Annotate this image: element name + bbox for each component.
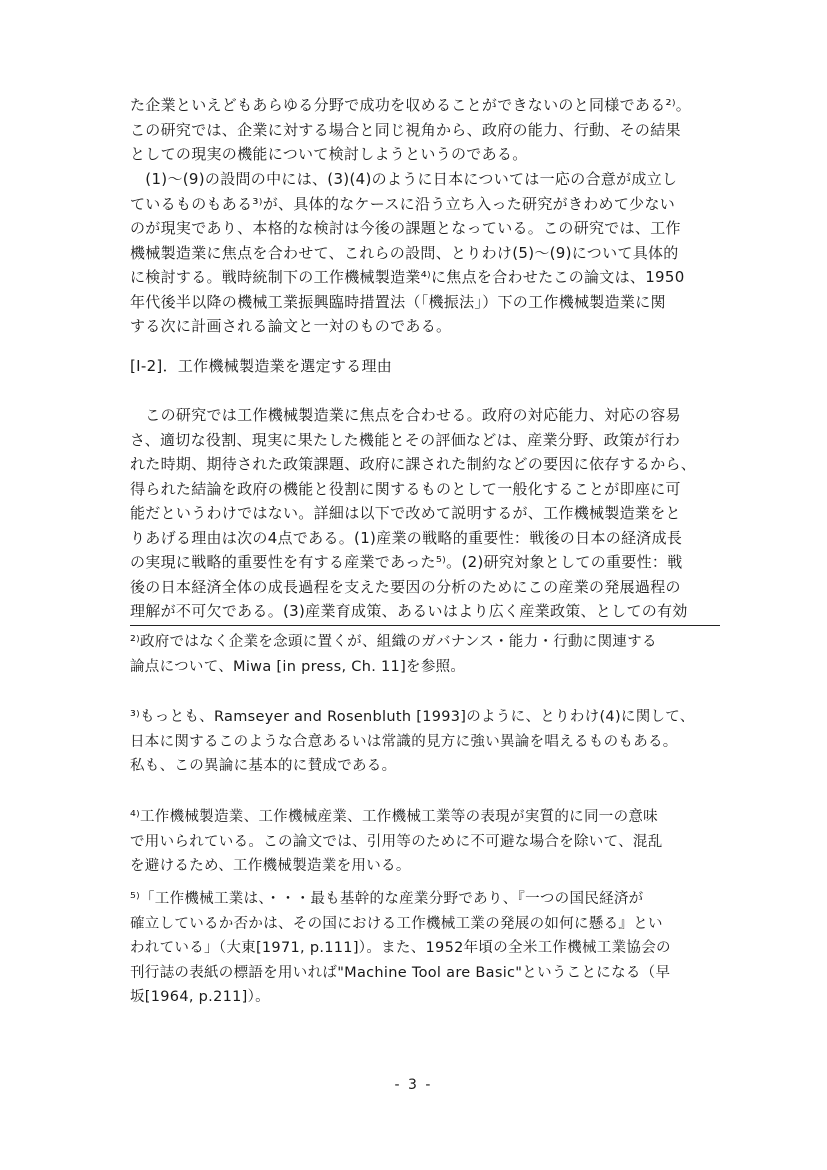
text-line: 後の日本経済全体の成長過程を支えた要因の分析のためにこの産業の発展過程の — [130, 577, 681, 596]
text-line: の実現に戦略的重要性を有する産業であった⁵⁾。(2)研究対象としての重要性：戦 — [130, 553, 683, 571]
text-line: 理解が不可欠である。(3)産業育成策、あるいはより広く産業政策、としての有効 — [130, 602, 688, 620]
text-line: この研究では、企業に対する場合と同じ視角から、政府の能力、行動、その結果 — [130, 120, 681, 139]
paragraph-selection-reasons — [130, 403, 726, 624]
paragraph-research-questions — [130, 167, 726, 339]
footnote-line: 坂[1964, p.211]）。 — [130, 989, 270, 1005]
footnote-3 — [130, 705, 726, 779]
text-line: この研究では工作機械製造業に焦点を合わせる。政府の対応能力、対応の容易 — [130, 406, 681, 424]
footnote-line: ²⁾政府ではなく企業を念頭に置くが、組織のガバナンス・能力・行動に関連する — [130, 634, 657, 650]
paragraph-continuation — [130, 93, 726, 167]
footnote-divider — [130, 625, 720, 626]
text-line: た企業といえどもあらゆる分野で成功を収めることができないのと同様である²⁾。 — [130, 96, 692, 114]
text-line: さ、適切な役割、現実に果たした機能とその評価などは、産業分野、政策が行わ — [130, 430, 681, 449]
footnote-line: ⁴⁾工作機械製造業、工作機械産業、工作機械工業等の表現が実質的に同一の意味 — [130, 809, 658, 825]
footnote-line: 刊行誌の表紙の標語を用いれば"Machine Tool are Basic"ということになる（早 — [130, 964, 671, 981]
footnote-line: を避けるため、工作機械製造業を用いる。 — [130, 858, 411, 874]
text-line: する次に計画される論文と一対のものである。 — [130, 317, 452, 335]
footnote-line: ⁵⁾「工作機械工業は、・・・最も基幹的な産業分野であり、『一つの国民経済が — [130, 891, 644, 907]
text-line: 年代後半以降の機械工業振興臨時措置法（「機振法」）下の工作機械製造業に関 — [130, 292, 666, 311]
footnote-4 — [130, 805, 726, 879]
text-line: ているものもある³⁾が、具体的なケースに沿う立ち入った研究がきわめて少ない — [130, 194, 676, 213]
text-line: に検討する。戦時統制下の工作機械製造業⁴⁾に焦点を合わせたこの論文は、1950 — [130, 268, 685, 286]
text-line: 能だというわけではない。詳細は以下で改めて説明するが、工作機械製造業をと — [130, 504, 681, 522]
text-line: りあげる理由は次の4点である。(1)産業の戦略的重要性：戦後の日本の経済成長 — [130, 528, 683, 547]
text-line: 機械製造業に焦点を合わせて、これらの設問、とりわけ(5)～(9)について具体的 — [130, 243, 679, 262]
footnote-2 — [130, 630, 726, 679]
text-line: 得られた結論を政府の機能と役割に関するものとして一般化することが即座に可 — [130, 479, 681, 498]
footnote-line: 確立しているか否かは、その国における工作機械工業の発展の如何に懸る』とい — [130, 915, 663, 932]
section-heading: [I-2]．工作機械製造業を選定する理由 — [130, 357, 393, 375]
page-number: - 3 - — [394, 1077, 433, 1093]
footnote-line: 日本に関するこのような合意あるいは常識的見方に強い異論を唱えるものもある。 — [130, 733, 678, 750]
text-line: としての現実の機能について検討しようというのである。 — [130, 145, 528, 163]
footnote-line: 論点について、Miwa [in press, Ch. 11]を参照。 — [130, 658, 466, 675]
footnote-5 — [130, 887, 726, 1010]
footnote-line: で用いられている。この論文では、引用等のために不可避な場合を除いて、混乱 — [130, 833, 663, 850]
text-line: (1)～(9)の設問の中には、(3)(4)のように日本については一応の合意が成立し — [130, 170, 678, 188]
footnote-line: ³⁾もっとも、Ramseyer and Rosenbluth [1993]のように、とりわけ(4)に関して、 — [130, 709, 695, 725]
footnote-line: われている」（大東[1971, p.111]）。また、1952年頃の全米工作機械工業協会の — [130, 940, 671, 956]
footnote-line: 私も、この異論に基本的に賛成である。 — [130, 758, 397, 774]
text-line: のが現実であり、本格的な検討は今後の課題となっている。この研究では、工作 — [130, 219, 681, 237]
text-line: れた時期、期待された政策課題、政府に課された制約などの要因に依存するから、 — [130, 455, 697, 473]
